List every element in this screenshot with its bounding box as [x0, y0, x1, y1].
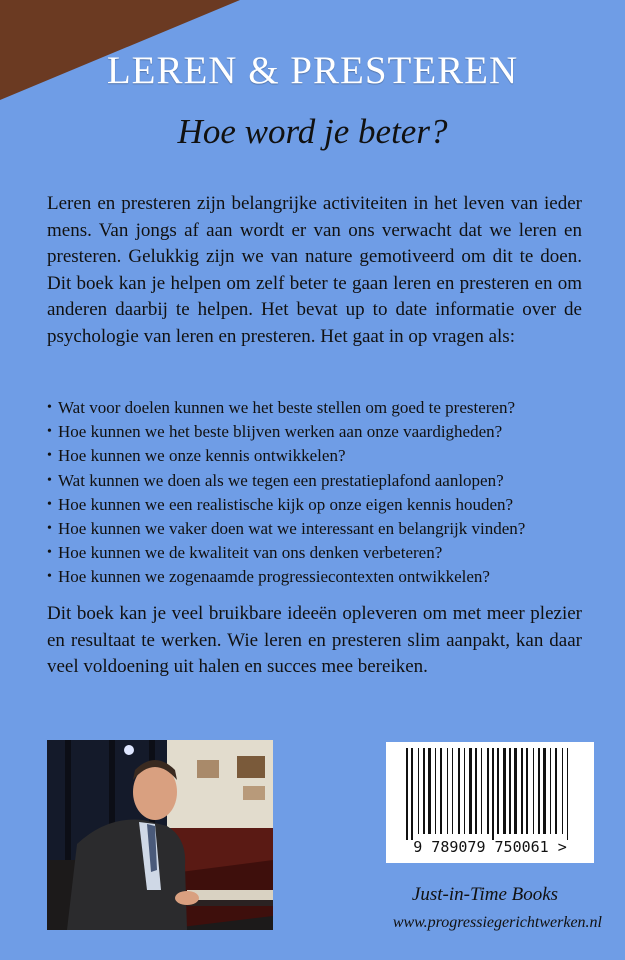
barcode-bar [543, 748, 546, 834]
barcode-bar [469, 748, 472, 834]
list-item: • Hoe kunnen we vaker doen wat we interessant en belangrijk vinden? [47, 517, 607, 541]
barcode-bar [447, 748, 448, 834]
barcode-bar [538, 748, 540, 834]
isbn-barcode [386, 742, 594, 863]
barcode-bar [435, 748, 436, 834]
barcode-bar [440, 748, 442, 834]
barcode-bar [492, 748, 494, 840]
barcode-bar [567, 748, 568, 840]
barcode-bar [550, 748, 551, 834]
list-item: • Hoe kunnen we onze kennis ontwikkelen? [47, 444, 607, 468]
outro-paragraph: Dit boek kan je veel bruikbare ideeën opleveren om met meer plezier en resultaat te werken. Wie leren en presteren slim aanpakt, kan daar veel voldoening uit halen en succes mee bereiken. [47, 603, 582, 677]
barcode-bar [452, 748, 453, 834]
list-item: • Hoe kunnen we de kwaliteit van ons denken verbeteren? [47, 541, 607, 565]
publisher-website[interactable]: www.progressiegerichtwerken.nl [392, 914, 602, 931]
barcode-bar [497, 748, 499, 834]
barcode-bar [458, 748, 460, 834]
barcode-bar [475, 748, 477, 834]
barcode-bar [423, 748, 425, 834]
barcode-bar [562, 748, 563, 834]
barcode-bar [464, 748, 465, 834]
barcode-bar [418, 748, 419, 834]
book-title: LEREN & PRESTEREN [106, 49, 519, 92]
list-item: • Hoe kunnen we een realistische kijk op onze eigen kennis houden? [47, 493, 607, 517]
barcode-bar [428, 748, 431, 834]
question-list [47, 396, 607, 590]
author-photo [47, 740, 273, 930]
barcode-bar [514, 748, 517, 834]
intro-paragraph: Leren en presteren zijn belangrijke activiteiten in het leven van ieder mens. Van jongs af aan wordt er van ons verwacht dat we leren en presteren. Gelukkig zijn we van nature gemotiveerd om dit te doen. Dit boek kan je helpen om zelf beter te gaan leren en presteren en om anderen daarbij te helpen. Het bevat up to date informatie over de psychologie van leren en presteren. Het gaat in op vragen als: [47, 193, 582, 347]
barcode-bar [521, 748, 523, 834]
barcode-bar [406, 748, 408, 840]
barcode-bar [533, 748, 534, 834]
list-item: • Wat kunnen we doen als we tegen een prestatieplafond aanlopen? [47, 469, 607, 493]
barcode-bar [411, 748, 413, 840]
list-item: • Hoe kunnen we het beste blijven werken aan onze vaardigheden? [47, 420, 607, 444]
barcode-bar [503, 748, 506, 834]
isbn-number: 9 789079 750061 > [413, 838, 567, 856]
barcode-bar [481, 748, 482, 834]
list-item: • Wat voor doelen kunnen we het beste stellen om goed te presteren? [47, 396, 607, 420]
barcode-bar [487, 748, 489, 834]
barcode-bar [509, 748, 511, 834]
barcode-bar [526, 748, 528, 834]
barcode-bar [555, 748, 557, 834]
list-item: • Hoe kunnen we zogenaamde progressiecontexten ontwikkelen? [47, 565, 607, 589]
book-subtitle: Hoe word je beter? [177, 112, 448, 151]
publisher-name: Just-in-Time Books [411, 884, 559, 905]
